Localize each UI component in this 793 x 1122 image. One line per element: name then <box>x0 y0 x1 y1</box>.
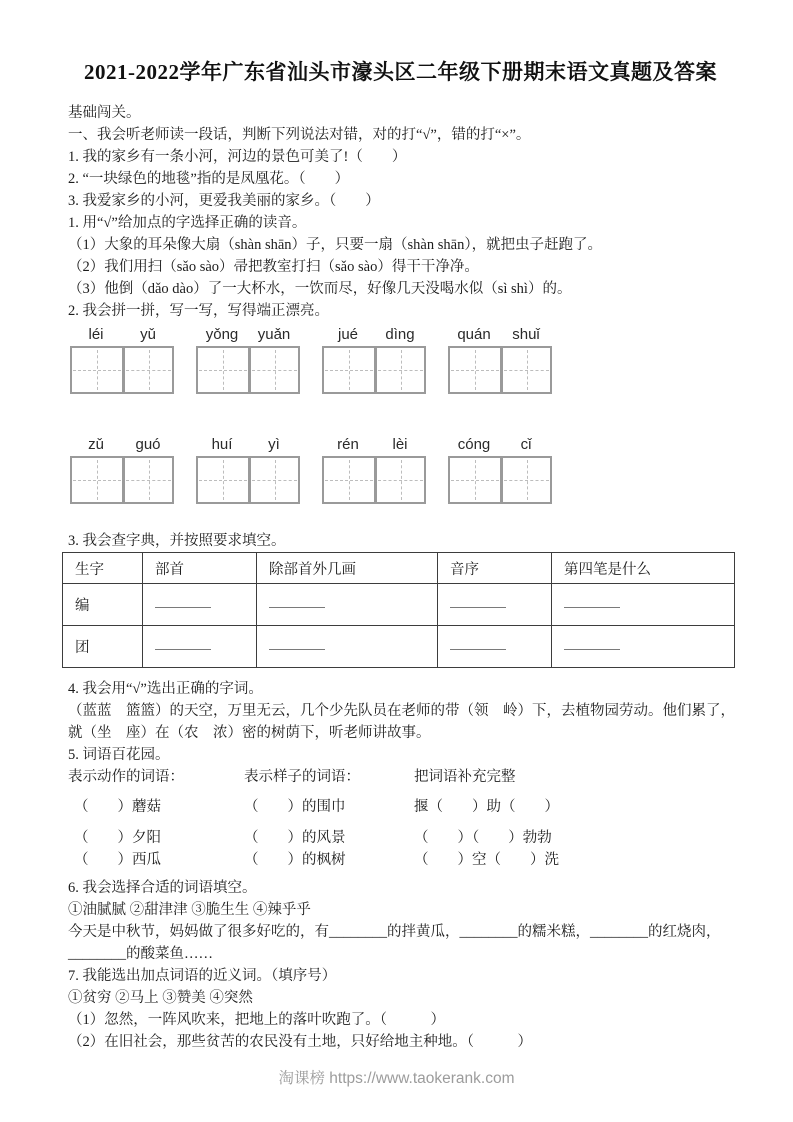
q-choose-word-heading: 4. 我会用“√”选出正确的字词。 <box>68 681 263 697</box>
writing-cell <box>324 458 374 502</box>
q-synonym-heading: 7. 我能选出加点词语的近义词。（填序号） <box>68 968 337 984</box>
col-header: 第四笔是什么 <box>552 553 735 584</box>
pinyin-label: huí <box>211 436 233 453</box>
q1-item-1: 1. 我的家乡有一条小河，河边的景色可美了!（ ） <box>68 149 407 165</box>
pinyin-label: yǔ <box>140 326 156 343</box>
writing-grid <box>322 456 426 504</box>
writing-grid <box>448 456 552 504</box>
writing-grid <box>70 456 174 504</box>
pinyin-writing-group <box>322 326 426 394</box>
q-fill-options: ①油腻腻 ②甜津津 ③脆生生 ④辣乎乎 <box>68 902 311 918</box>
pinyin-label: yì <box>268 436 280 453</box>
q-fill-line-2: ________的酸菜鱼…… <box>68 946 213 962</box>
pinyin-label: yǒng <box>205 326 239 343</box>
pinyin-label: lèi <box>392 436 408 453</box>
blank-cell <box>257 584 438 626</box>
q-choose-word-line-1: （蓝蓝 篮篮）的天空，万里无云，几个少先队员在老师的带（领 岭）下，去植物园劳动。他们累了， <box>68 703 735 719</box>
q-pinyin-choice-item-2: （2）我们用扫（sǎo sào）帚把教室打扫（sǎo sào）得干干净净。 <box>68 259 479 275</box>
garden-column-headers <box>68 766 733 788</box>
q-synonym-item-2: （2）在旧社会，那些贫苦的农民没有土地，只好给地主种地。（ ） <box>68 1034 532 1050</box>
garden-item: （ ）夕阳 <box>74 830 161 846</box>
blank-cell <box>552 584 735 626</box>
pinyin-label: yuǎn <box>257 326 291 343</box>
q-pinyin-choice-item-3: （3）他倒（dǎo dào）了一大杯水，一饮而尽，好像几天没喝水似（sì shì）的。 <box>68 281 572 297</box>
answer-blank <box>450 638 506 650</box>
pinyin-label: léi <box>88 326 104 343</box>
char-cell: 团 <box>63 626 143 668</box>
q-dict-heading: 3. 我会查字典，并按照要求填空。 <box>68 533 286 549</box>
pinyin-label: shuǐ <box>512 326 540 343</box>
q-synonym-options: ①贫穷 ②马上 ③赞美 ④突然 <box>68 990 253 1006</box>
pinyin-writing-row-1 <box>70 326 733 394</box>
dictionary-table <box>62 552 735 668</box>
section-intro: 基础闯关。 <box>68 105 141 121</box>
garden-col-header: 把词语补充完整 <box>414 769 516 785</box>
writing-cell <box>500 348 550 392</box>
writing-cell <box>198 458 248 502</box>
pinyin-writing-group <box>70 436 174 504</box>
answer-blank <box>564 638 620 650</box>
table-row <box>63 584 735 626</box>
col-header: 部首 <box>143 553 257 584</box>
q1-item-3: 3. 我爱家乡的小河，更爱我美丽的家乡。（ ） <box>68 193 380 209</box>
pinyin-label: quán <box>457 326 491 343</box>
writing-grid <box>448 346 552 394</box>
writing-cell <box>450 458 500 502</box>
q1-heading: 一、我会听老师读一段话，判断下列说法对错，对的打“√”，错的打“×”。 <box>68 127 531 143</box>
q-garden-heading: 5. 词语百花园。 <box>68 747 170 763</box>
pinyin-label: guó <box>135 436 161 453</box>
answer-blank <box>450 596 506 608</box>
answer-blank <box>155 638 211 650</box>
col-header: 音序 <box>438 553 552 584</box>
q-pinyin-choice-item-1: （1）大象的耳朵像大扇（shàn shān）子，只要一扇（shàn shān），就把虫子赶跑了。 <box>68 237 603 253</box>
writing-cell <box>72 458 122 502</box>
table-row <box>63 626 735 668</box>
writing-grid <box>196 346 300 394</box>
answer-blank <box>269 638 325 650</box>
writing-grid <box>70 346 174 394</box>
q1-item-2: 2. “一块绿色的地毯”指的是凤凰花。（ ） <box>68 171 350 187</box>
q-fill-heading: 6. 我会选择合适的词语填空。 <box>68 880 257 896</box>
writing-cell <box>450 348 500 392</box>
garden-row <box>68 827 733 849</box>
col-header: 生字 <box>63 553 143 584</box>
garden-row <box>68 796 733 818</box>
pinyin-writing-group <box>196 326 300 394</box>
garden-col-header: 表示动作的词语： <box>68 769 184 785</box>
garden-item: 揠（ ）助（ ） <box>414 799 559 815</box>
q-write-heading: 2. 我会拼一拼，写一写，写得端正漂亮。 <box>68 303 329 319</box>
blank-cell <box>143 626 257 668</box>
pinyin-label: dìng <box>385 326 415 343</box>
garden-item: （ ）西瓜 <box>74 852 161 868</box>
garden-item: （ ）的风景 <box>244 830 346 846</box>
pinyin-writing-group <box>322 436 426 504</box>
writing-cell <box>122 348 172 392</box>
blank-cell <box>143 584 257 626</box>
exam-title: 2021-2022学年广东省汕头市濠头区二年级下册期末语文真题及答案 <box>84 60 717 84</box>
writing-cell <box>500 458 550 502</box>
col-header: 除部首外几画 <box>257 553 438 584</box>
writing-grid <box>322 346 426 394</box>
pinyin-writing-group <box>448 436 552 504</box>
pinyin-writing-group <box>196 436 300 504</box>
table-header-row <box>63 553 735 584</box>
blank-cell <box>257 626 438 668</box>
answer-blank <box>564 596 620 608</box>
garden-row <box>68 849 733 871</box>
pinyin-writing-row-2 <box>70 436 733 504</box>
pinyin-writing-group <box>70 326 174 394</box>
garden-item: （ ）的枫树 <box>244 852 346 868</box>
writing-cell <box>248 458 298 502</box>
pinyin-label: cǐ <box>520 436 532 453</box>
blank-cell <box>552 626 735 668</box>
pinyin-label: rén <box>337 436 359 453</box>
q-fill-line-1: 今天是中秋节，妈妈做了很多好吃的，有________的拌黄瓜，________的糯米糕，________的红烧肉， <box>68 924 721 940</box>
writing-cell <box>72 348 122 392</box>
writing-cell <box>374 458 424 502</box>
garden-item: （ ）空（ ）洗 <box>414 852 559 868</box>
garden-item: （ ）（ ）勃勃 <box>414 830 552 846</box>
pinyin-label: jué <box>337 326 359 343</box>
char-cell: 编 <box>63 584 143 626</box>
answer-blank <box>269 596 325 608</box>
garden-item: （ ）蘑菇 <box>74 799 161 815</box>
writing-grid <box>196 456 300 504</box>
pinyin-label: cóng <box>457 436 491 453</box>
blank-cell <box>438 626 552 668</box>
q-choose-word-line-2: 就（坐 座）在（农 浓）密的树荫下，听老师讲故事。 <box>68 725 431 741</box>
garden-item: （ ）的围巾 <box>244 799 346 815</box>
writing-cell <box>122 458 172 502</box>
site-watermark: 淘课榜 https://www.taokerank.com <box>278 1070 515 1087</box>
q-synonym-item-1: （1）忽然，一阵风吹来，把地上的落叶吹跑了。（ ） <box>68 1012 445 1028</box>
writing-cell <box>198 348 248 392</box>
pinyin-label: zǔ <box>88 436 104 453</box>
answer-blank <box>155 596 211 608</box>
writing-cell <box>248 348 298 392</box>
writing-cell <box>374 348 424 392</box>
q-pinyin-choice-heading: 1. 用“√”给加点的字选择正确的读音。 <box>68 215 307 231</box>
pinyin-writing-group <box>448 326 552 394</box>
writing-cell <box>324 348 374 392</box>
garden-col-header: 表示样子的词语： <box>244 769 360 785</box>
blank-cell <box>438 584 552 626</box>
